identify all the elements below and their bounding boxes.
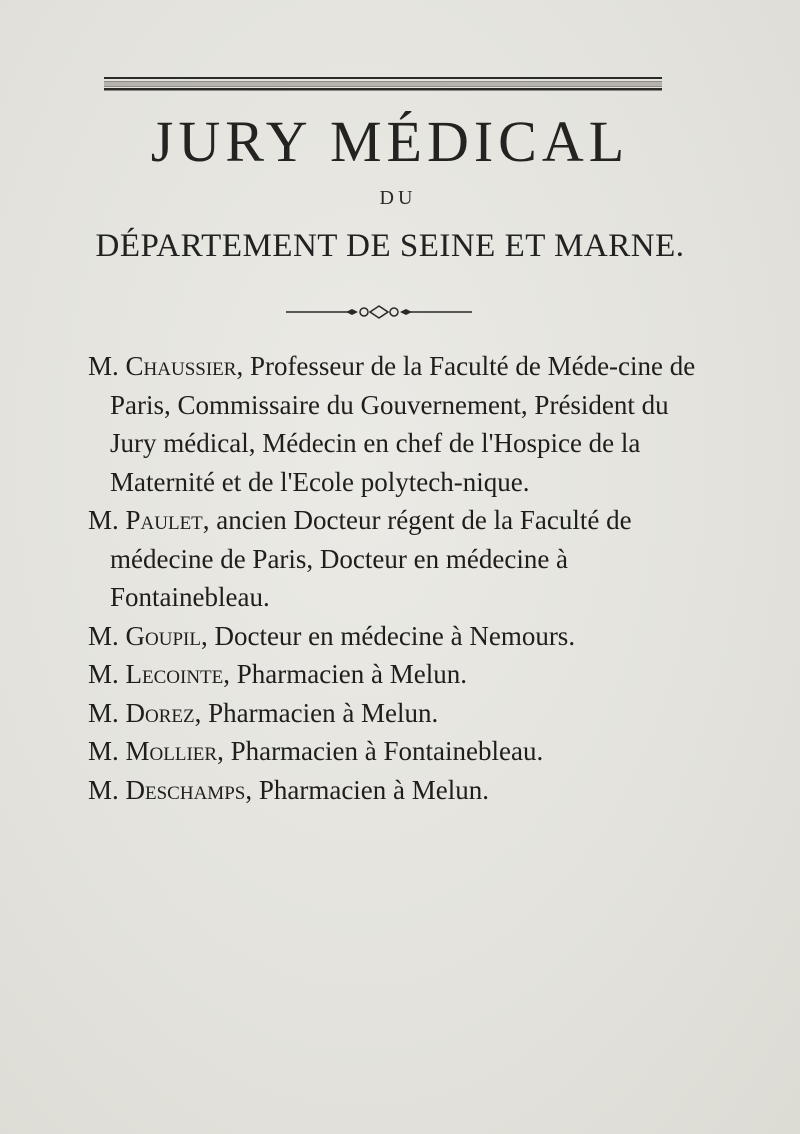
top-double-rule — [104, 77, 662, 91]
member-name: Goupil — [125, 620, 201, 651]
member-name: Mollier — [125, 736, 218, 766]
member-description: , Pharmacien à Fontainebleau. — [217, 736, 544, 766]
list-item — [88, 655, 708, 694]
member-prefix: M. — [88, 697, 126, 728]
member-prefix: M. — [88, 351, 126, 381]
member-name: Lecointe — [125, 659, 224, 689]
list-item — [88, 347, 708, 501]
member-prefix: M. — [88, 736, 126, 766]
list-item — [88, 694, 708, 733]
list-item — [88, 732, 708, 771]
member-name: Paulet — [125, 505, 203, 535]
member-description: , Pharmacien à Melun. — [245, 774, 490, 805]
member-name: Deschamps — [125, 774, 246, 805]
list-item — [88, 501, 708, 617]
member-name: Chaussier — [125, 351, 237, 381]
ornament-divider — [286, 302, 472, 322]
member-name: Dorez — [125, 697, 195, 728]
document-subtitle: DÉPARTEMENT DE SEINE ET MARNE. — [95, 228, 685, 264]
list-item — [88, 771, 708, 810]
member-prefix: M. — [88, 505, 126, 535]
member-description: , ancien Docteur régent de la Faculté de médecine de Paris, Docteur en médecine à Fontainebleau. — [110, 505, 632, 612]
document-du: DU — [379, 187, 417, 209]
jury-members-list — [88, 347, 708, 809]
member-prefix: M. — [88, 774, 126, 805]
member-prefix: M. — [88, 620, 126, 651]
member-description: , Pharmacien à Melun. — [194, 697, 439, 728]
member-description: , Pharmacien à Melun. — [223, 659, 467, 689]
list-item — [88, 617, 708, 656]
member-prefix: M. — [88, 659, 126, 689]
member-description: , Docteur en médecine à Nemours. — [200, 620, 576, 651]
document-title: JURY MÉDICAL — [150, 109, 630, 174]
member-description: , Professeur de la Faculté de Méde-cine de Paris, Commissaire du Gouvernement, Président du Jury médical, Médecin en chef de l'Hospice de la Maternité et de l'Ecole polytech-nique. — [110, 351, 696, 497]
